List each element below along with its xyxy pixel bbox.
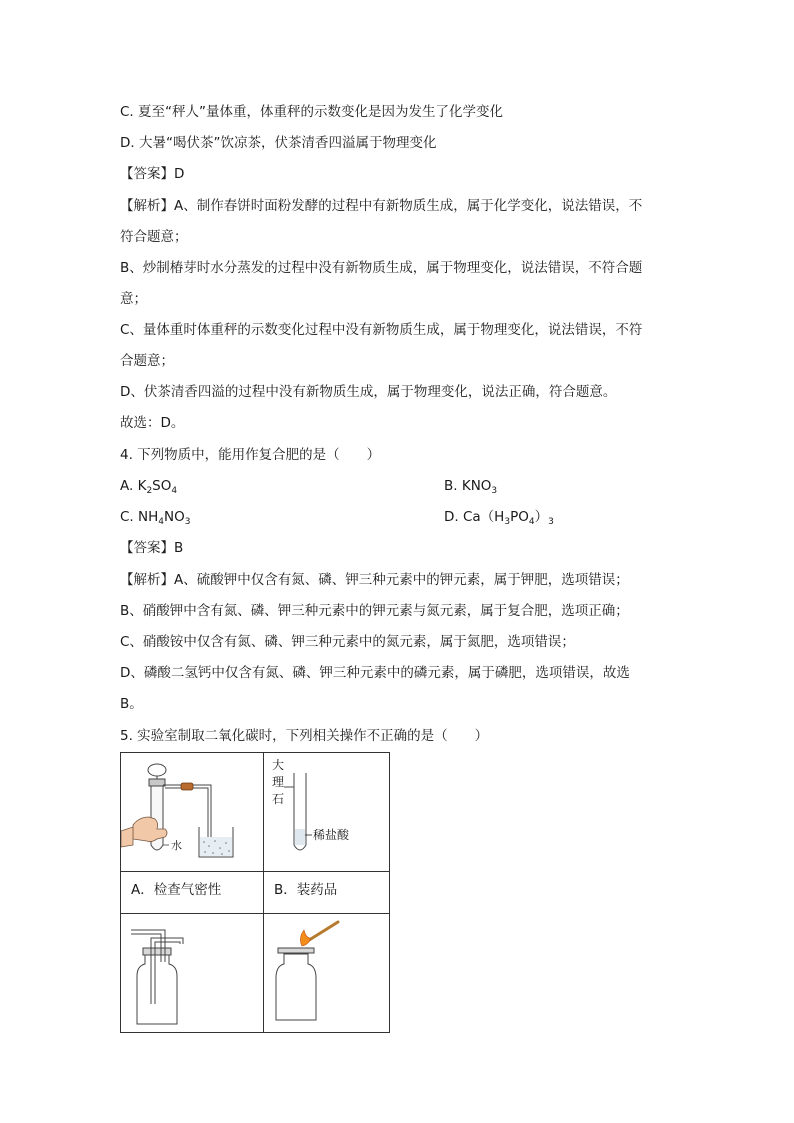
q4-analysis-line: B。 (120, 696, 143, 712)
figure-b-caption: B．装药品 (264, 872, 390, 914)
q5-figure-table (120, 752, 390, 1033)
figure-loading-reagents (264, 753, 390, 872)
q4-answer: 【答案】B (120, 540, 184, 556)
q3-analysis-line: 符合题意； (120, 229, 188, 245)
q4-option-d: D. $Ca(H_3PO_4)_3$ (444, 509, 554, 527)
q4-analysis-line: C、硝酸铵中仅含有氮、磷、钾三种元素中的氮元素，属于氮肥，选项错误； (120, 634, 575, 650)
q3-answer: 【答案】D (120, 166, 185, 182)
figure-a-caption: A．检查气密性 (121, 872, 264, 914)
marble-label-char: 理 (272, 775, 285, 789)
q3-analysis-line: 合题意； (120, 353, 174, 369)
q4-analysis-line: 【解析】A、硫酸钾中仅含有氮、磷、钾三种元素中的钾元素，属于钾肥，选项错误； (120, 572, 629, 588)
q3-analysis-line: 意； (120, 291, 147, 307)
airtightness-apparatus-illustration (121, 753, 263, 867)
q4-option-c: C. $NH_4NO_3$ (120, 509, 191, 527)
water-label: 水 (171, 839, 182, 852)
q3-option-c: C. 夏至“秤人”量体重，体重秤的示数变化是因为发生了化学变化 (120, 104, 503, 120)
q3-analysis-line: 【解析】A、制作春饼时面粉发酵的过程中有新物质生成，属于化学变化，说法错误，不 (120, 198, 643, 214)
q3-analysis-line: B、炒制椿芽时水分蒸发的过程中没有新物质生成，属于物理变化，说法错误，不符合题 (120, 260, 643, 276)
q4-option-a: A. $K_2SO_4$ (120, 478, 178, 496)
q3-analysis-line: D、伏茶清香四溢的过程中没有新物质生成，属于物理变化，说法正确，符合题意。 (120, 384, 617, 400)
figure-airtightness-check (121, 753, 264, 872)
q3-option-d: D. 大暑“喝伏茶”饮凉茶，伏茶清香四溢属于物理变化 (120, 135, 437, 151)
gas-collection-bottle-illustration (121, 914, 263, 1028)
reagent-loading-illustration (264, 753, 389, 867)
figure-flame-test (264, 914, 390, 1033)
q4-analysis-line: D、磷酸二氢钙中仅含有氮、磷、钾三种元素中的磷元素，属于磷肥，选项错误，故选 (120, 665, 630, 681)
q4-analysis-line: B、硝酸钾中含有氮、磷、钾三种元素中的钾元素与氮元素，属于复合肥，选项正确； (120, 603, 629, 619)
figure-gas-bottle (121, 914, 264, 1033)
q4-stem: 4. 下列物质中，能用作复合肥的是（ ） (120, 447, 381, 463)
acid-label: 稀盐酸 (313, 828, 350, 842)
marble-label-char: 大 (272, 758, 285, 772)
burning-splint-test-illustration (264, 914, 389, 1028)
q4-option-b: B. $KNO_3$ (444, 478, 498, 496)
q3-analysis-line: C、量体重时体重秤的示数变化过程中没有新物质生成，属于物理变化，说法错误，不符 (120, 322, 643, 338)
q3-analysis-line: 故选：D。 (120, 415, 185, 431)
marble-label-char: 石 (272, 792, 285, 806)
q5-stem: 5. 实验室制取二氧化碳时，下列相关操作不正确的是（ ） (120, 728, 489, 744)
